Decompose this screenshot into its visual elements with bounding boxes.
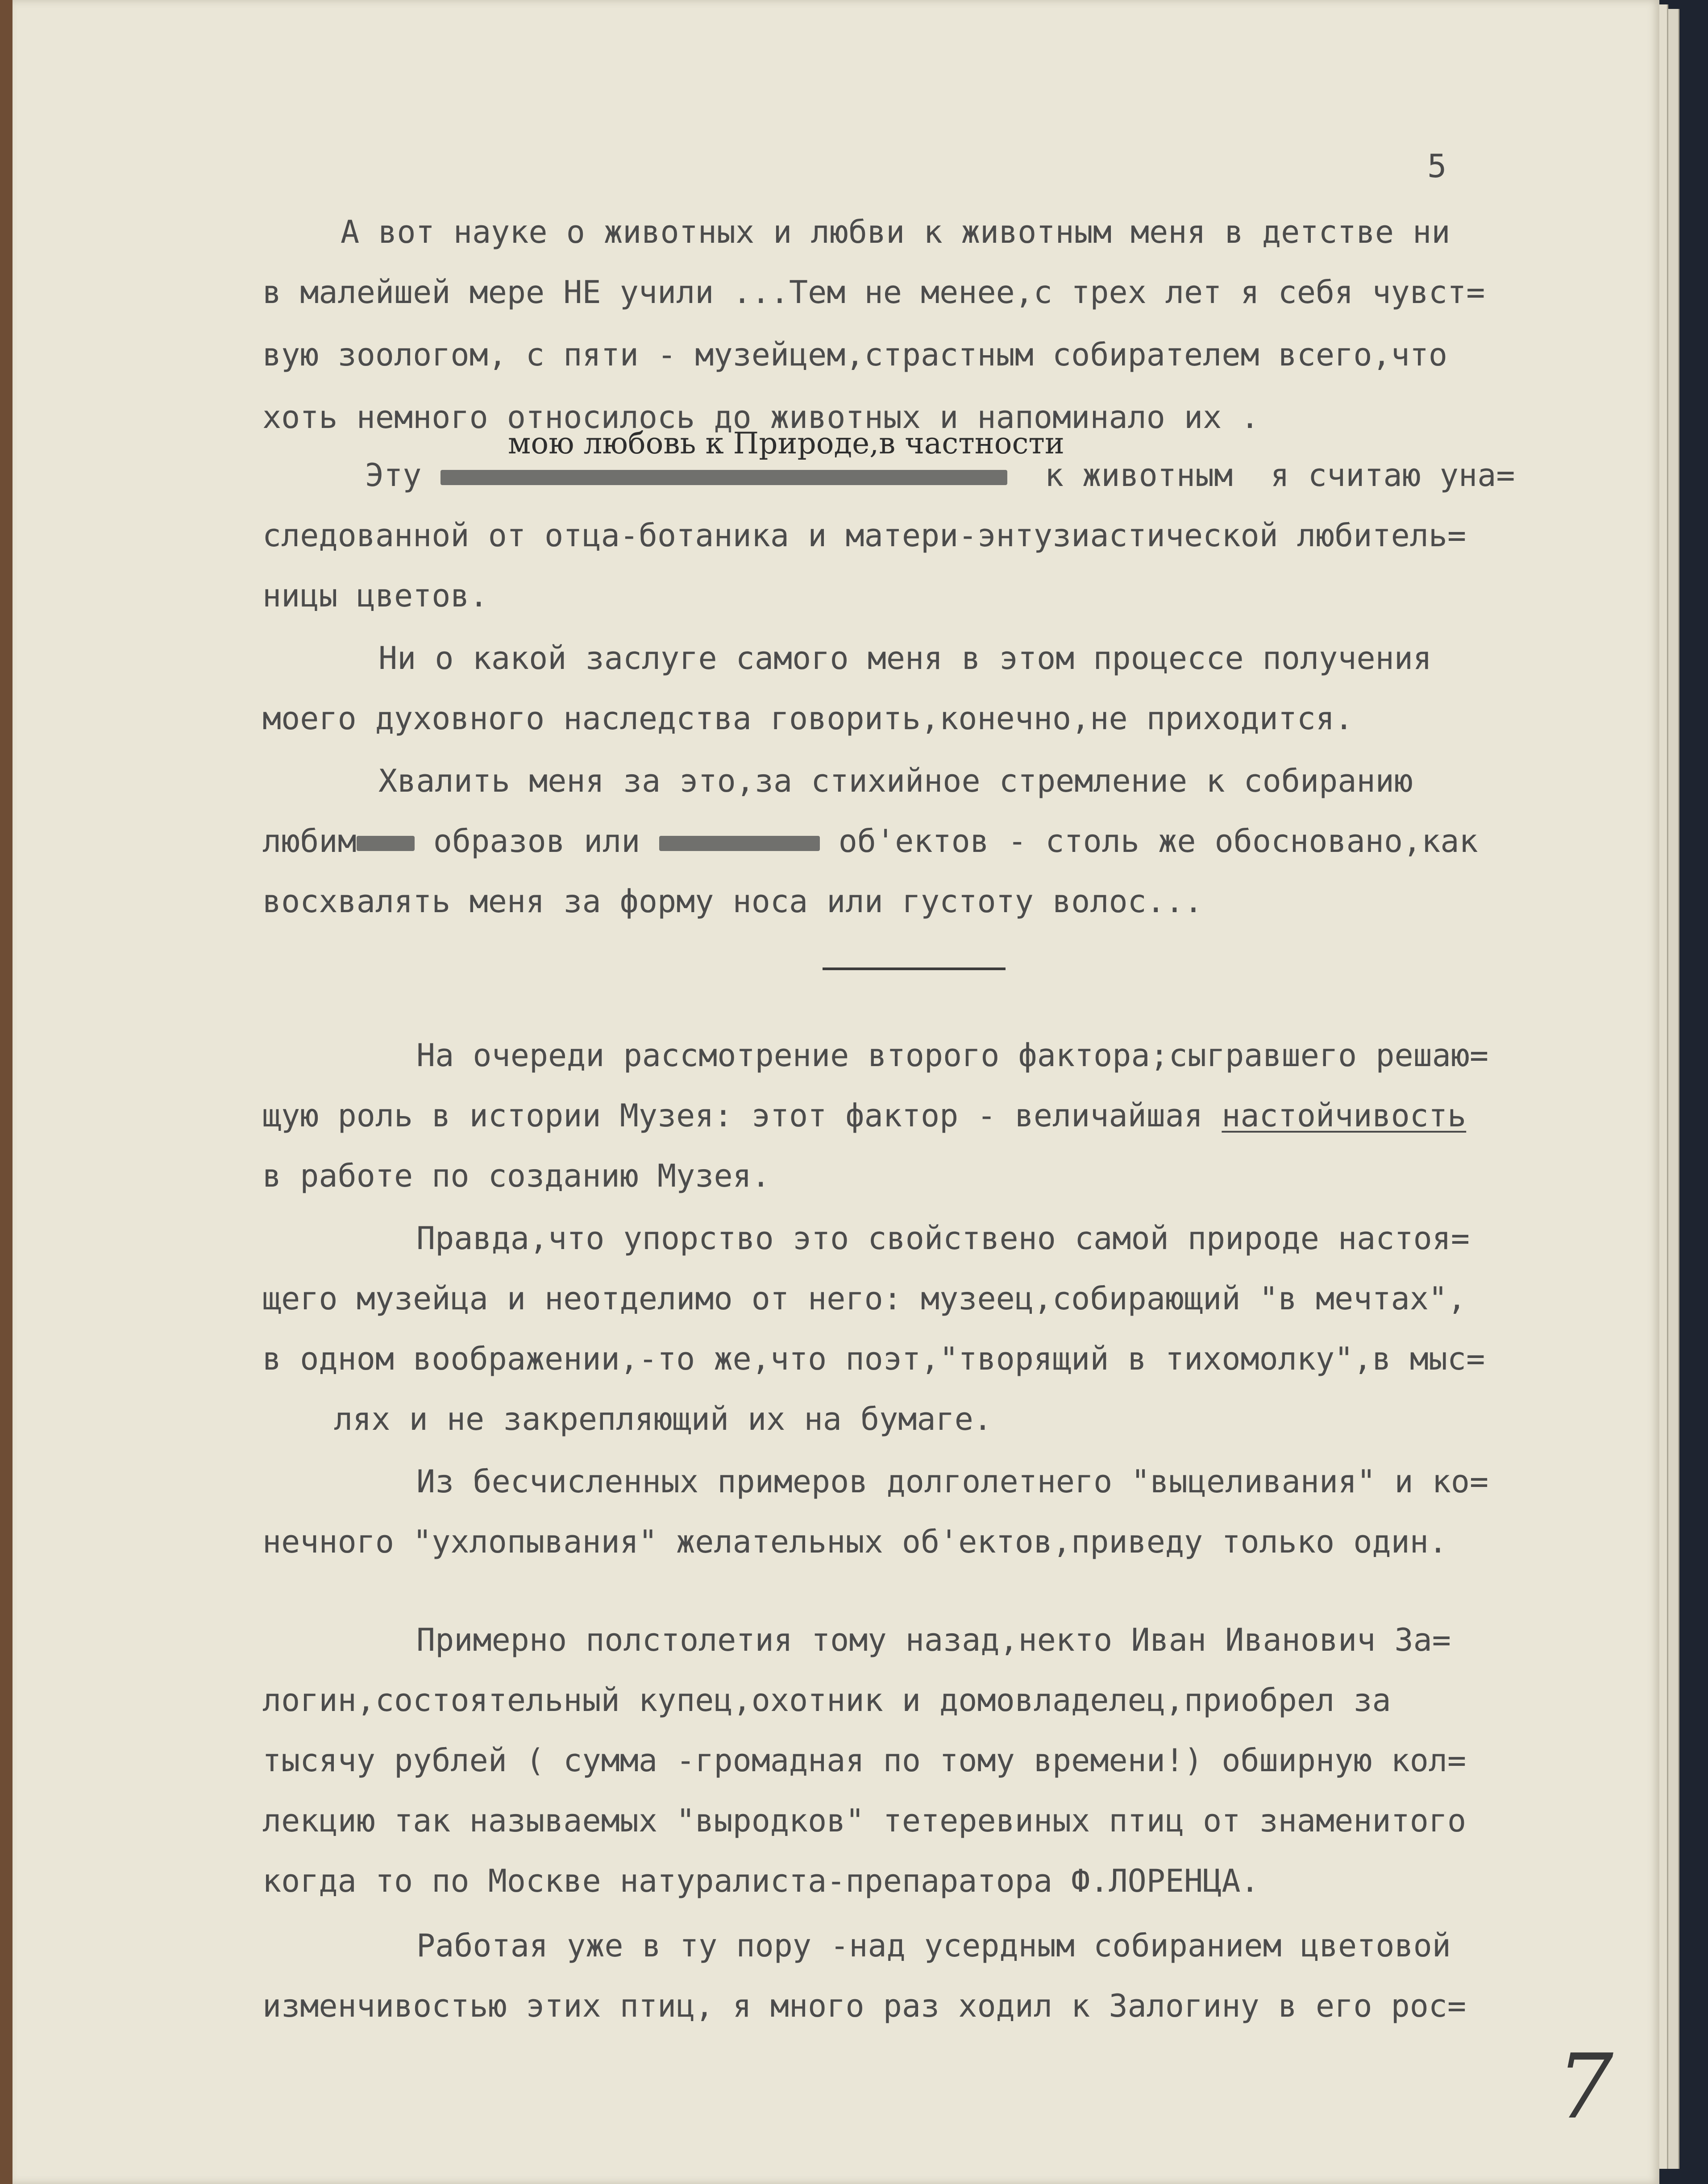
text-line: в работе по созданию Музея. — [262, 1158, 770, 1194]
text-line: Ни о какой заслуге самого меня в этом процессе получения — [378, 640, 1432, 677]
text-line: Хвалить меня за это,за стихийное стремление к собиранию — [378, 763, 1413, 799]
struck-out-text — [357, 836, 415, 851]
struck-out-text — [659, 836, 820, 851]
underlined-word: настойчивость — [1222, 1097, 1467, 1134]
archive-folio-number: 7 — [1557, 2035, 1614, 2139]
text-line: моего духовного наследства говорить,конечно,не приходится. — [262, 700, 1354, 737]
text-line: На очереди рассмотрение второго фактора;сыгравшего решаю= — [416, 1037, 1489, 1074]
handwritten-insertion: мою любовь к Природе,в частности — [508, 426, 1064, 461]
text-line: вую зоологом, с пяти - музейцем,страстным собирателем всего,что — [262, 336, 1448, 373]
text-line: щую роль в истории Музея: этот фактор - величайшая настойчивость — [262, 1097, 1467, 1134]
text-line: тысячу рублей ( сумма -громадная по тому времени!) обширную кол= — [262, 1742, 1467, 1779]
text-line: изменчивостью этих птиц, я много раз ходил к Залогину в его рос= — [262, 1988, 1467, 2024]
text-line: любим образов или об'ектов - столь же обосновано,как — [262, 823, 1478, 859]
text-line: щего музейца и неотделимо от него: музеец,собирающий "в мечтах", — [262, 1280, 1467, 1317]
struck-out-text — [441, 470, 1007, 485]
text-line: А вот науке о животных и любви к животным меня в детстве ни — [341, 214, 1450, 250]
text-line: Эту к животным я считаю уна= — [365, 457, 1515, 494]
text-line: хоть немного относилось до животных и напоминало их . — [262, 399, 1259, 436]
text-line: Из бесчисленных примеров долголетнего "выцеливания" и ко= — [416, 1463, 1489, 1500]
text-line: нечного "ухлопывания" желательных об'ектов,приведу только один. — [262, 1524, 1448, 1560]
text-line: Примерно полстолетия тому назад,некто Иван Иванович За= — [416, 1622, 1451, 1658]
text-line: восхвалять меня за форму носа или густоту волос... — [262, 883, 1203, 920]
text-line: следованной от отца-ботаника и матери-энтузиастической любитель= — [262, 517, 1467, 554]
text-line: Работая уже в ту пору -над усердным собиранием цветовой — [416, 1927, 1451, 1964]
text-line: когда то по Москве натуралиста-препаратора Ф.ЛОРЕНЦА. — [262, 1863, 1259, 1899]
page-number: 5 — [1427, 147, 1447, 185]
text-line: в одном воображении,-то же,что поэт,"творящий в тихомолку",в мыс= — [262, 1341, 1485, 1377]
text-line: лекцию так называемых "выродков" тетеревиных птиц от знаменитого — [262, 1802, 1467, 1839]
text-line: ницы цветов. — [262, 577, 488, 614]
text-line: логин,состоятельный купец,охотник и домовладелец,приобрел за — [262, 1682, 1391, 1719]
document-page — [12, 0, 1659, 2184]
text-line: Правда,что упорство это свойствено самой природе настоя= — [416, 1220, 1470, 1257]
binding-strip — [0, 0, 12, 2184]
text-line: лях и не закрепляющий их на бумаге. — [334, 1401, 993, 1437]
section-separator — [823, 967, 1006, 970]
text-line: в малейшей мере НЕ учили ...Тем не менее,с трех лет я себя чувст= — [262, 274, 1485, 311]
